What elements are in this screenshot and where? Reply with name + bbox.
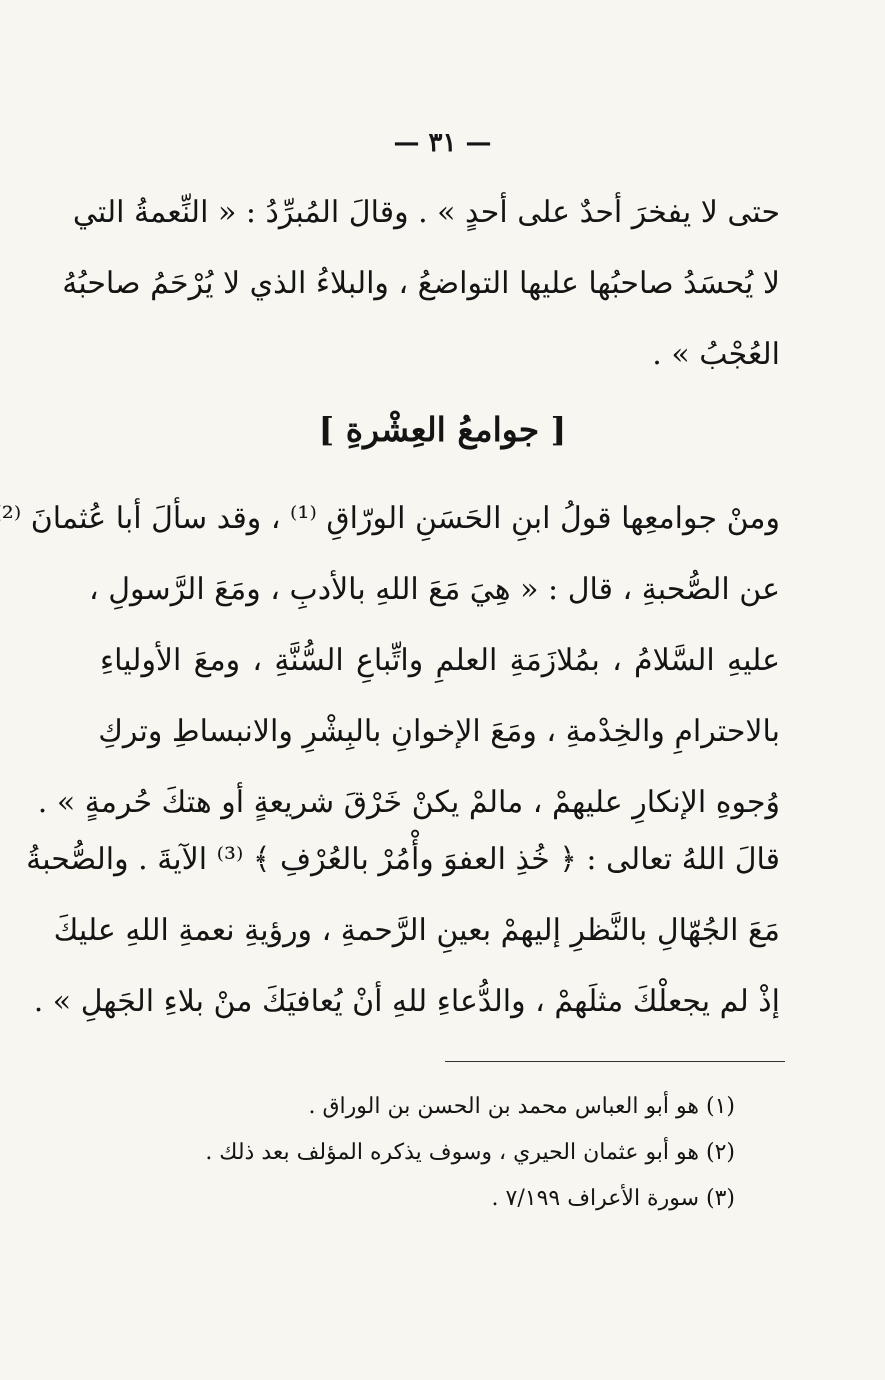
text-line: العُجْبُ » . [652, 337, 780, 372]
text-line: عن الصُّحبةِ ، قال : « هِيَ مَعَ اللهِ بالأدبِ ، ومَعَ الرَّسولِ ، [88, 572, 780, 607]
footnote: (١) هو أبو العباس محمد بن الحسن بن الوراق . [308, 1094, 735, 1119]
section-heading: [ جوامعُ العِشْرةِ ] [318, 410, 567, 449]
footnote-divider [445, 1061, 785, 1062]
text-line: قالَ اللهُ تعالى : ﴿ خُذِ العفوَ وأْمُرْ بالعُرْفِ ﴾ ⁽³⁾ الآيةَ . والصُّحبةُ [26, 842, 780, 877]
text-line: وُجوهِ الإنكارِ عليهمْ ، مالمْ يكنْ خَرْقَ شريعةٍ أو هتكَ حُرمةٍ » . [37, 785, 780, 820]
text-line: عليهِ السَّلامُ ، بمُلازَمَةِ العلمِ واتِّباعِ السُّنَّةِ ، ومعَ الأولياءِ [100, 643, 780, 678]
text-line: إذْ لم يجعلْكَ مثلَهمْ ، والدُّعاءِ للهِ أنْ يُعافيَكَ منْ بلاءِ الجَهلِ » . [33, 984, 780, 1019]
footnote: (٣) سورة الأعراف ٧/١٩٩ . [491, 1186, 735, 1211]
footnote: (٢) هو أبو عثمان الحيري ، وسوف يذكره المؤلف بعد ذلك . [205, 1140, 735, 1165]
page-number: — ٣١ — [393, 128, 492, 158]
text-line: ومنْ جوامعِها قولُ ابنِ الحَسَنِ الورّاقِ ⁽¹⁾ ، وقد سألَ أبا عُثمانَ ⁽² [1, 501, 780, 536]
text-line: لا يُحسَدُ صاحبُها عليها التواضعُ ، والبلاءُ الذي لا يُرْحَمُ صاحبُهُ [62, 266, 780, 301]
text-line: مَعَ الجُهّالِ بالنَّظرِ إليهمْ بعينِ الرَّحمةِ ، ورؤيةِ نعمةِ اللهِ عليكَ [53, 913, 780, 948]
text-line: بالاحترامِ والخِدْمةِ ، ومَعَ الإخوانِ بالبِشْرِ والانبساطِ وتركِ [98, 714, 780, 749]
text-line: حتى لا يفخرَ أحدٌ على أحدٍ » . وقالَ المُبرِّدُ : « النِّعمةُ التي [72, 195, 780, 230]
